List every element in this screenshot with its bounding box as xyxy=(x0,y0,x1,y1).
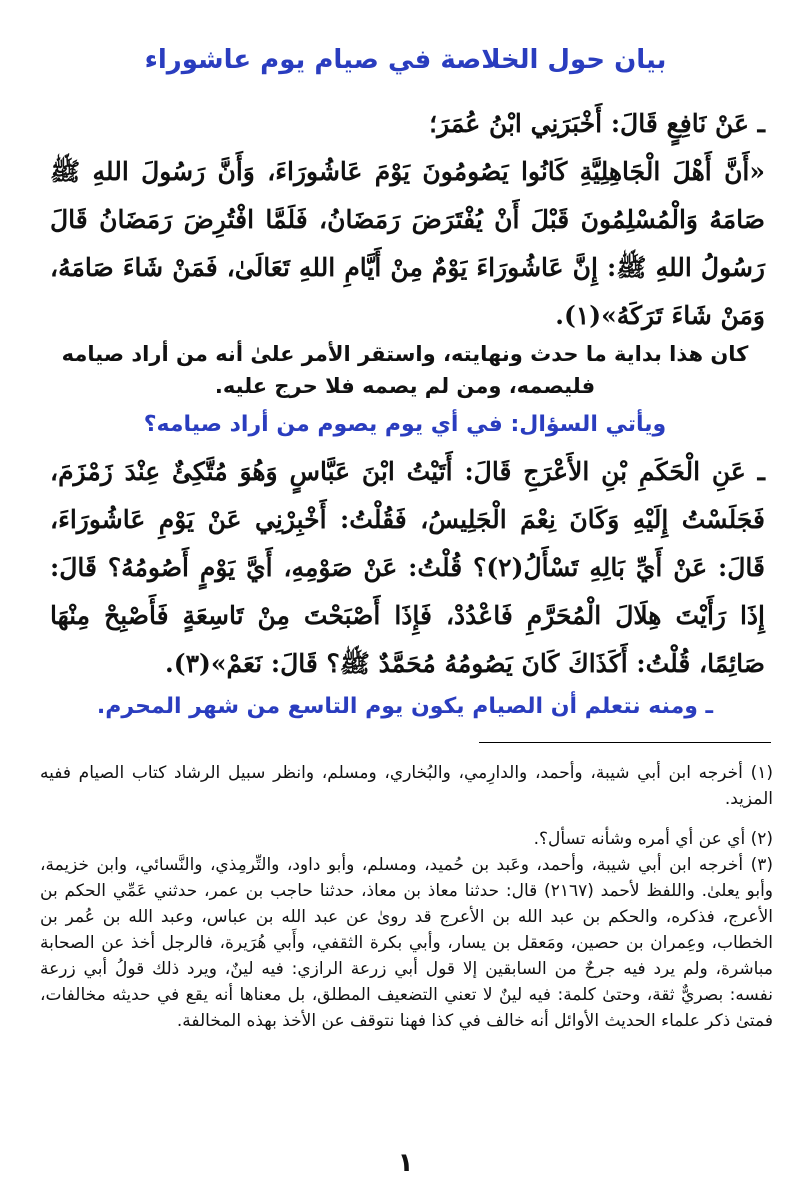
page-number: ١ xyxy=(397,1148,414,1178)
page-title: بيان حول الخلاصة في صيام يوم عاشوراء xyxy=(144,45,667,75)
hadith-text: «أَنَّ أَهْلَ الْجَاهِلِيَّةِ كَانُوا يَصُومُونَ يَوْمَ عَاشُورَاءَ، وَأَنَّ رَسُولَ اللهِ ﷺ صَامَهُ وَالْمُسْلِمُونَ قَبْلَ أَنْ يُفْتَرَضَ رَمَضَانُ، فَلَمَّا افْتُرِضَ رَمَضَانُ قَالَ رَسُولُ اللهِ ﷺ: إِنَّ عَاشُورَاءَ يَوْمٌ مِنْ أَيَّامِ اللهِ تَعَالَىٰ، فَمَنْ شَاءَ صَامَهُ، وَمَنْ شَاءَ تَرَكَهُ»(١). xyxy=(50,157,765,330)
hadith-narration: ـ عَنْ نَافِعٍ قَالَ: أَخْبَرَنِي ابْنُ عُمَرَ؛ xyxy=(429,109,765,138)
commentary-paragraph: كان هذا بداية ما حدث ونهايته، واستقر الأمر علىٰ أنه من أراد صيامه فليصمه، ومن لم يصمه فلا حرج عليه. xyxy=(61,342,749,398)
footnote-separator xyxy=(479,742,771,743)
footnote-2: (٢) أي عن أي أمره وشأنه تسأل؟. xyxy=(533,829,773,849)
hadith-ibn-umar xyxy=(50,100,765,340)
footnote-1: (١) أخرجه ابن أبي شيبة، وأحمد، والدارِمي، والبُخاري، ومسلم، وانظر سبيل الرشاد كتاب الصيام ففيه المزيد. xyxy=(40,763,773,809)
conclusion-line: ـ ومنه نتعلم أن الصيام يكون يوم التاسع من شهر المحرم. xyxy=(96,694,714,719)
hadith-hakam-ibn-araj: ـ عَنِ الْحَكَمِ بْنِ الأَعْرَجِ قَالَ: أَتَيْتُ ابْنَ عَبَّاسٍ وَهُوَ مُتَّكِئٌ عِنْدَ زَمْزَمَ، فَجَلَسْتُ إِلَيْهِ وَكَانَ نِعْمَ الْجَلِيسُ، فَقُلْتُ: أَخْبِرْنِي عَنْ يَوْمِ عَاشُورَاءَ، قَالَ: عَنْ أَيِّ بَالِهِ تَسْأَلُ(٢)؟ قُلْتُ: عَنْ صَوْمِهِ، أَيَّ يَوْمٍ أَصُومُهُ؟ قَالَ: إِذَا رَأَيْتَ هِلَالَ الْمُحَرَّمِ فَاعْدُدْ، فَإِذَا أَصْبَحْتَ مِنْ تَاسِعَةٍ فَأَصْبِحْ مِنْهَا صَائِمًا، قُلْتُ: أَكَذَاكَ كَانَ يَصُومُهُ مُحَمَّدٌ ﷺ؟ قَالَ: نَعَمْ»(٣). xyxy=(50,457,765,678)
footnote-3: (٣) أخرجه ابن أبي شيبة، وأحمد، وعَبد بن حُميد، ومسلم، وأبو داود، والتِّرمِذي، والنَّسائي، وابن خزيمة، وأبو يعلىٰ. واللفظ لأحمد (٢١٦٧) قال: حدثنا معاذ بن معاذ، حدثنا حاجب بن عمر، حدثني عَمِّي الحكم بن الأعرج، فذكره، والحكم بن عبد الله بن الأعرج قد روىٰ عن عبد الله بن عباس، وعبد الله بن عُمر بن الخطاب، وعِمران بن حصين، ومَعقل بن يسار، وأبي بكرة الثقفي، وأَبي هُرَيرة، فالرجل أخذ عن الصحابة مباشرة، ولم يرد فيه جرحٌ من السابقين إلا قول أبي زرعة الرازي: فيه لينٌ، ويرد ذلك قولُ أبي زرعة نفسه: بصريٌّ ثقة، وحتىٰ كلمة: فيه لينٌ لا تعني التضعيف المطلق، بل معناها أنه يقع في حديثه مخالفات، فمتىٰ ذكر علماء الحديث الأوائل أنه خالف في كذا فهنا نتوقف عن الأخذ بهذه المخالفة. xyxy=(40,855,773,1031)
question-heading: ويأتي السؤال: في أي يوم يصوم من أراد صيامه؟ xyxy=(143,412,667,437)
